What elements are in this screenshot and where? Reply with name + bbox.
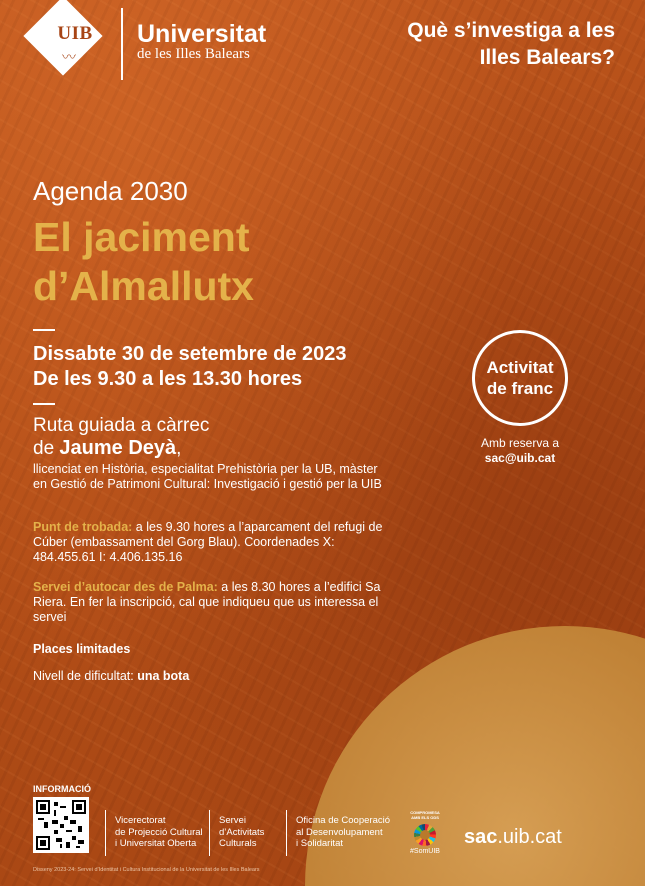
footer-col1-line: i Universitat Oberta (115, 838, 197, 849)
date-time-block (33, 342, 347, 392)
site-bold: sac (464, 826, 498, 848)
university-subtitle: de les Illes Balears (137, 46, 250, 62)
website-link[interactable] (464, 826, 562, 849)
footer-col-oficina (296, 815, 390, 850)
meeting-text: a les 9.30 hores a l’aparcament del refugi de Cúber (embassament del Gorg Blau). Coordenades X: 484.455.61 I: 4.406.135.16 (33, 520, 383, 564)
uib-logo-text: UIB (57, 23, 93, 44)
footer-col-servei (219, 815, 264, 850)
tagline: Què s’investiga a les Illes Balears? (407, 19, 615, 69)
logo-divider (121, 8, 123, 80)
badge-line-1: Activitat (486, 358, 554, 377)
logo-wave-icon: 〰 (62, 49, 76, 65)
sdg-hashtag: #SomUIB (410, 848, 440, 855)
guide-block (33, 414, 209, 460)
footer-col3-line: al Desenvolupament (296, 826, 383, 838)
footer-col2-line: d’Activitats (219, 826, 265, 838)
divider-dash (33, 329, 55, 331)
bus-text: a les 8.30 hores a l’edifici Sa Riera. En fer la inscripció, cal que indiqueu que us interessa el servei (33, 580, 381, 624)
guide-intro-1: Ruta guiada a càrrec (33, 415, 210, 436)
bus-label: Servei d’autocar des de Palma: (33, 580, 218, 594)
difficulty (33, 669, 189, 683)
reserve-text: Amb reserva a (480, 436, 560, 450)
qr-code-icon (36, 800, 86, 850)
meeting-point (33, 520, 393, 565)
guide-name: Jaume Deyà (59, 437, 177, 459)
bus-service (33, 580, 393, 625)
event-date: Dissabte 30 de setembre de 2023 (33, 343, 347, 365)
info-label: INFORMACIÓ (33, 784, 91, 794)
sdg-logo (408, 810, 442, 855)
divider-dash (33, 403, 55, 405)
guide-intro-2-line (33, 437, 209, 460)
footer-col-vicerectorat (115, 815, 203, 850)
event-time: De les 9.30 a les 13.30 hores (33, 368, 303, 390)
reservation-info (455, 436, 585, 466)
title-line-2: d’Almallutx (33, 263, 254, 309)
footer-col1-line: Vicerectorat (115, 815, 166, 826)
places-limited: Places limitades (33, 642, 131, 656)
sdg-top-text: COMPROMESA AMB ELS ODS (410, 810, 440, 820)
guide-intro-2: de (33, 438, 60, 459)
sdg-wheel-icon (414, 824, 436, 846)
footer-divider (209, 810, 210, 856)
badge-line-2: de franc (486, 379, 554, 398)
guide-credentials: llicenciat en Història, especialitat Prehistòria per la UB, màster en Gestió de Patrimoni Cultural: Investigació i gestió per la UIB (33, 462, 382, 491)
footer-col1-line: de Projecció Cultural (115, 826, 203, 838)
footer-divider (286, 810, 287, 856)
free-activity-badge (472, 330, 568, 426)
title-line-1: El jaciment (33, 214, 250, 260)
footer-col2-line: Servei (219, 815, 246, 826)
footer-col2-line: Culturals (219, 838, 257, 849)
difficulty-value: una bota (137, 669, 190, 683)
meeting-label: Punt de trobada: (33, 520, 133, 534)
reserve-email-link[interactable]: sac@uib.cat (484, 451, 556, 465)
qr-code[interactable] (33, 797, 89, 853)
guide-comma: , (176, 438, 182, 459)
footer-divider (105, 810, 106, 856)
series-label: Agenda 2030 (33, 176, 188, 206)
design-credits: Disseny 2023-24: Servei d’Identitat i Cultura Institucional de la Universitat de les Illes Balears (33, 867, 260, 873)
university-name: Universitat (137, 20, 267, 48)
site-rest: .uib.cat (497, 826, 562, 848)
footer-col3-line: i Solidaritat (296, 838, 343, 849)
difficulty-label: Nivell de dificultat: (33, 669, 138, 683)
event-title (33, 213, 254, 311)
footer-col3-line: Oficina de Cooperació (296, 815, 390, 826)
